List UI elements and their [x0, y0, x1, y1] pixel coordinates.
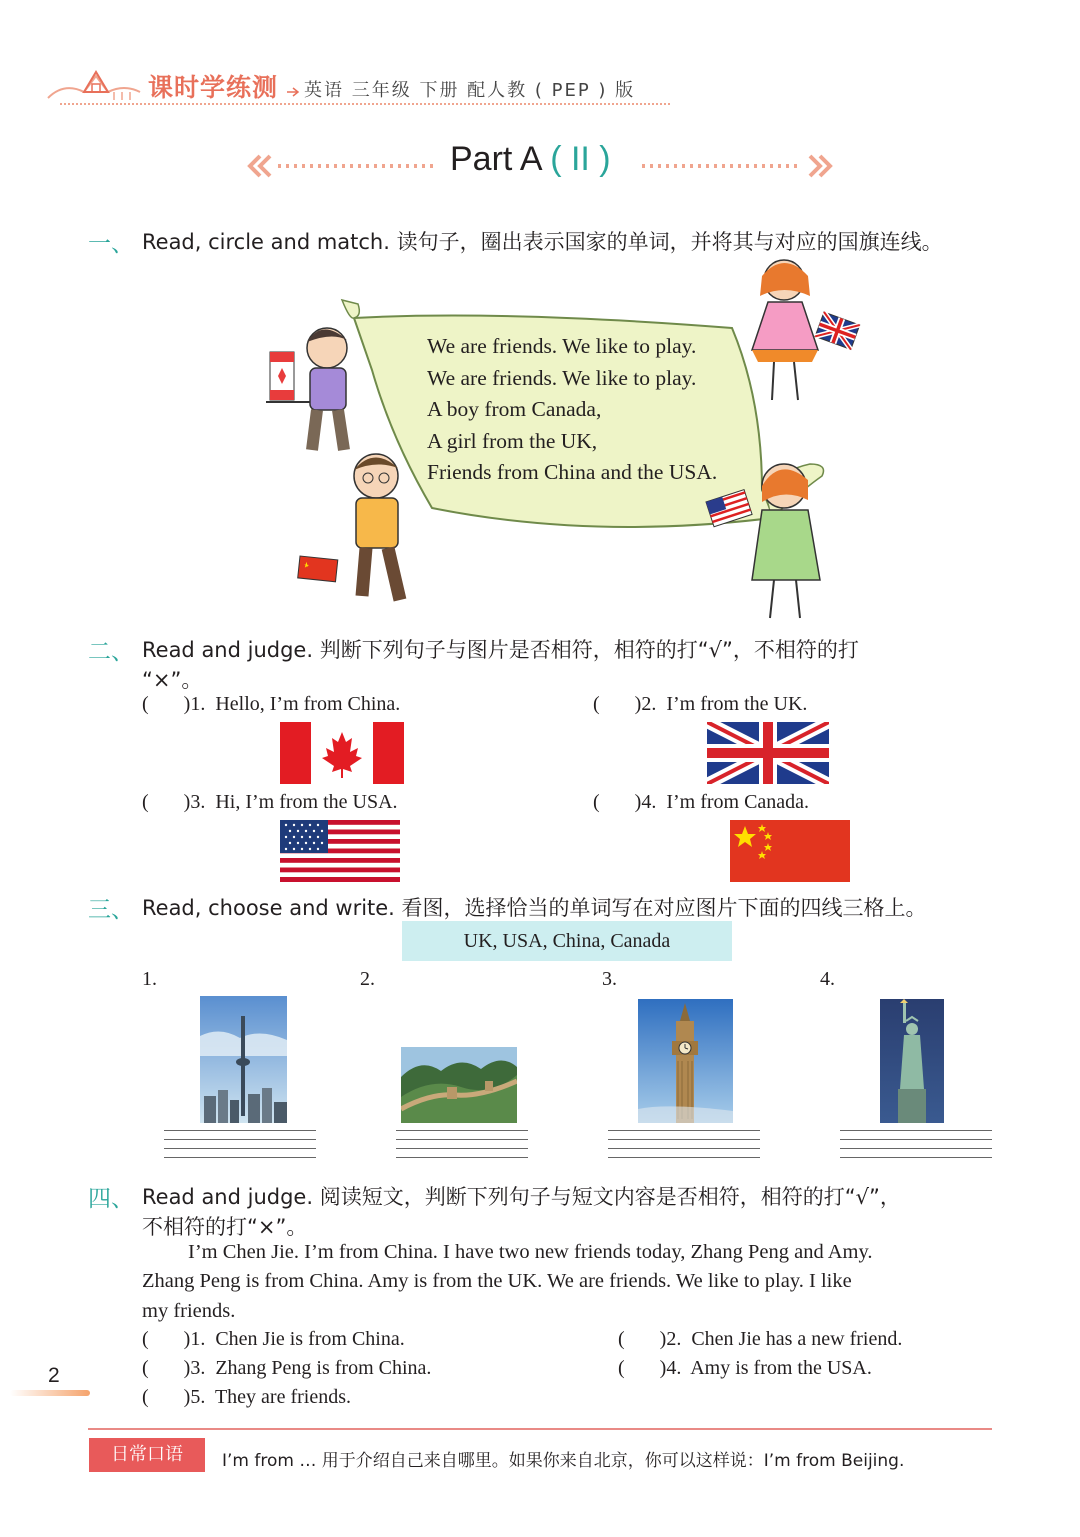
judge-item-2[interactable]: ( )2. I’m from the UK. [593, 693, 808, 715]
house-logo-icon [44, 62, 144, 104]
section4-number: 四、 [88, 1186, 134, 1212]
part-title [450, 140, 611, 179]
section3-number: 三、 [88, 897, 134, 923]
picture-label-3: 3. [602, 968, 617, 990]
book-info: 英语 三年级 下册 配人教 ( PEP ) 版 [304, 80, 636, 101]
header-divider [60, 103, 670, 105]
picture-label-4: 4. [820, 968, 835, 990]
picture-label-2: 2. [360, 968, 375, 990]
daily-phrase-tag: 日常口语 [89, 1438, 205, 1472]
canada-flag-icon [280, 722, 404, 784]
reading-judge-item-1[interactable]: ( )1. Chen Jie is from China. [142, 1328, 405, 1350]
usa-flag-icon [280, 820, 400, 882]
right-chevron-decoration-icon [640, 153, 835, 179]
writing-lines-3[interactable] [608, 1130, 760, 1160]
reading-judge-item-2[interactable]: ( )2. Chen Jie has a new friend. [618, 1328, 903, 1350]
uk-flag-icon [707, 722, 829, 784]
poem-line-2: We are friends. We like to play. [427, 365, 697, 390]
picture-label-1: 1. [142, 968, 157, 990]
part-title-text: Part A [450, 140, 541, 178]
poem-line-3: A boy from Canada, [427, 397, 602, 421]
page-number-bar [10, 1390, 90, 1396]
judge-item-1[interactable]: ( )1. Hello, I’m from China. [142, 693, 401, 715]
left-chevron-decoration-icon [246, 153, 441, 179]
section3-title: Read, choose and write. 看图，选择恰当的单词写在对应图片下面的四线三格上。 [142, 896, 927, 920]
judge-item-3[interactable]: ( )3. Hi, I’m from the USA. [142, 791, 398, 813]
part-title-numeral: ( II ) [550, 140, 611, 178]
poem-line-4: A girl from the UK, [427, 428, 598, 453]
passage-line-3: my friends. [142, 1300, 236, 1322]
china-flag-icon [730, 820, 850, 882]
section2-title-cont: “×”。 [142, 668, 203, 692]
reading-judge-item-4[interactable]: ( )4. Amy is from the USA. [618, 1357, 872, 1379]
poem-line-1: We are friends. We like to play. [427, 334, 697, 358]
reading-judge-item-5[interactable]: ( )5. They are friends. [142, 1386, 352, 1408]
writing-lines-2[interactable] [396, 1130, 528, 1160]
writing-lines-4[interactable] [840, 1130, 992, 1160]
reading-judge-item-3[interactable]: ( )3. Zhang Peng is from China. [142, 1357, 432, 1379]
uk-girl-illustration [752, 260, 860, 400]
section4-title: Read and judge. 阅读短文，判断下列句子与短文内容是否相符，相符的打“√”， [142, 1185, 901, 1209]
brand-title: 课时学练测 [148, 73, 279, 102]
great-wall-photo [401, 1047, 517, 1123]
word-bank: UK, USA, China, Canada [402, 921, 732, 961]
section1-title: Read, circle and match. 读句子，圈出表示国家的单词，并将其与对应的国旗连线。 [142, 230, 943, 254]
writing-lines-1[interactable] [164, 1130, 316, 1160]
scroll-poem [427, 331, 717, 489]
section1-number: 一、 [88, 231, 134, 257]
cn-tower-photo [200, 996, 287, 1123]
section4-title-cont: 不相符的打“×”。 [142, 1215, 308, 1239]
big-ben-photo [638, 999, 733, 1123]
judge-item-4[interactable]: ( )4. I’m from Canada. [593, 791, 810, 813]
section2-title: Read and judge. 判断下列句子与图片是否相符，相符的打“√”，不相符的打 [142, 638, 859, 662]
arrow-icon [286, 82, 300, 92]
page-number: 2 [48, 1364, 60, 1387]
china-boy-illustration [298, 454, 400, 600]
passage-line-2: Zhang Peng is from China. Amy is from the UK. We are friends. We like to play. I like [142, 1270, 852, 1292]
canada-boy-illustration [266, 328, 347, 450]
passage-line-1: I’m Chen Jie. I’m from China. I have two new friends today, Zhang Peng and Amy. [188, 1241, 873, 1263]
section2-number: 二、 [88, 639, 134, 665]
poem-line-5: Friends from China and the USA. [427, 460, 718, 484]
statue-of-liberty-photo [880, 999, 944, 1123]
footer-divider [88, 1428, 992, 1430]
daily-phrase-note: I’m from … 用于介绍自己来自哪里。如果你来自北京，你可以这样说：I’m from Beijing. [222, 1451, 905, 1471]
